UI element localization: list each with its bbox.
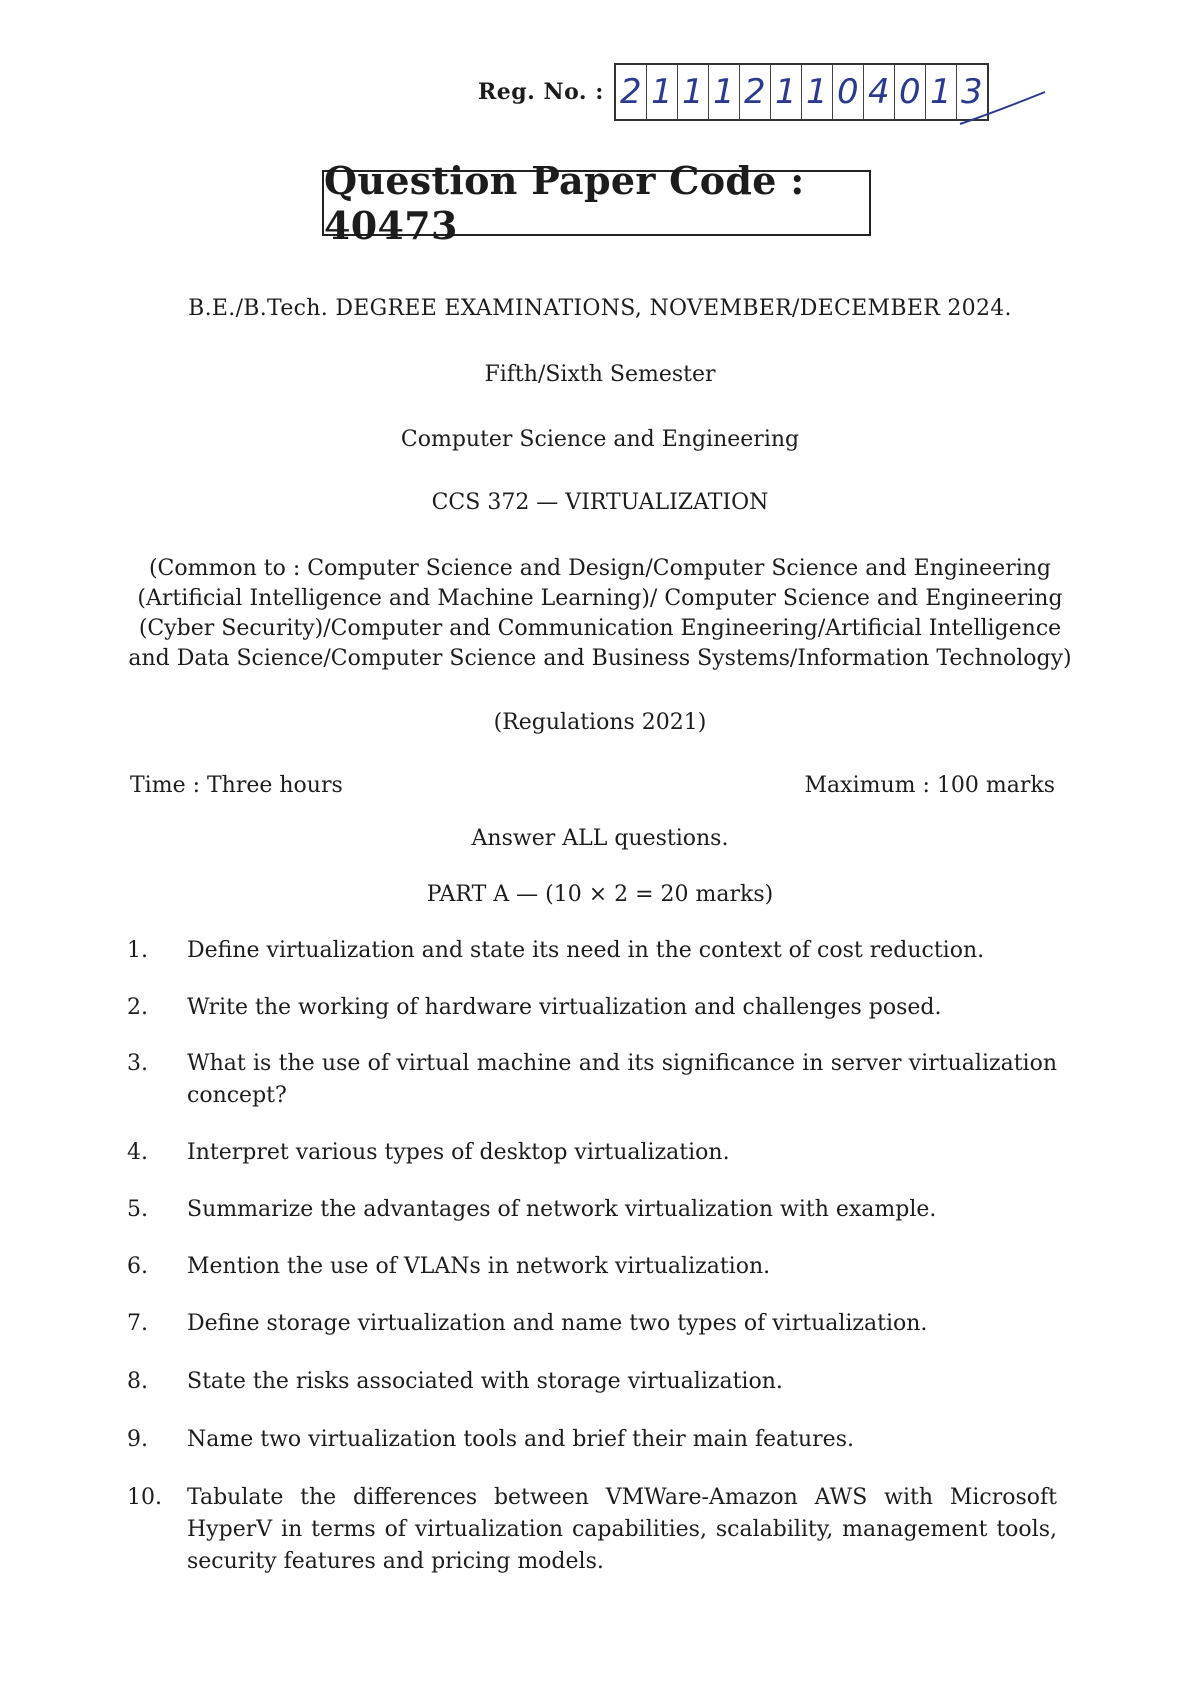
question-item	[127, 1048, 1057, 1112]
question-text: Name two virtualization tools and brief their main features.	[187, 1427, 854, 1452]
common-to-line: and Data Science/Computer Science and Business Systems/Information Technology)	[128, 646, 1072, 671]
question-number: 3.	[127, 1051, 148, 1076]
handwritten-stroke	[650, 62, 1070, 142]
course-title: CCS 372 — VIRTUALIZATION	[431, 490, 769, 515]
question-text: Define virtualization and state its need in the context of cost reduction.	[187, 938, 985, 963]
question-item	[127, 1137, 1057, 1169]
part-a-heading: PART A — (10 × 2 = 20 marks)	[426, 882, 774, 907]
reg-digit: 1	[925, 65, 956, 119]
reg-digit: 0	[894, 65, 925, 119]
time-allowed: Time : Three hours	[130, 773, 343, 798]
reg-digit: 0	[832, 65, 863, 119]
common-to-block	[110, 554, 1090, 674]
question-text: Interpret various types of desktop virtualization.	[187, 1140, 730, 1165]
reg-digit: 1	[677, 65, 708, 119]
question-text: Summarize the advantages of network virtualization with example.	[187, 1197, 937, 1222]
common-to-line: (Common to : Computer Science and Design/Computer Science and Engineering	[148, 556, 1052, 581]
question-text: What is the use of virtual machine and its significance in server virtualization concept?	[187, 1051, 1057, 1108]
reg-digit: 2	[620, 72, 642, 112]
question-item	[127, 1194, 1057, 1226]
question-item	[127, 1308, 1057, 1340]
question-text: Mention the use of VLANs in network virtualization.	[187, 1254, 771, 1279]
reg-digit: 4	[863, 65, 894, 119]
common-to-line: (Artificial Intelligence and Machine Learning)/ Computer Science and Engineering	[137, 586, 1063, 611]
question-number: 6.	[127, 1254, 148, 1279]
reg-digit: 3	[956, 65, 987, 119]
common-to-line: (Cyber Security)/Computer and Communication Engineering/Artificial Intelligence	[138, 616, 1062, 641]
question-number: 8.	[127, 1369, 148, 1394]
question-number: 7.	[127, 1311, 148, 1336]
semester: Fifth/Sixth Semester	[484, 362, 716, 387]
reg-label: Reg. No. :	[478, 79, 604, 105]
question-item	[127, 1251, 1057, 1283]
question-text: Tabulate the differences between VMWare-Amazon AWS with Microsoft HyperV in terms of virtualization capabilities, scalability, management tools, security features and pricing models.	[187, 1485, 1057, 1574]
reg-digit: 1	[646, 65, 677, 119]
regulations: (Regulations 2021)	[493, 710, 707, 735]
question-paper-code: Question Paper Code : 40473	[322, 170, 871, 236]
question-item	[127, 1366, 1057, 1398]
question-text: Define storage virtualization and name two types of virtualization.	[187, 1311, 928, 1336]
reg-digit: 1	[708, 65, 739, 119]
question-item	[127, 935, 1057, 967]
question-number: 5.	[127, 1197, 148, 1222]
question-number: 2.	[127, 995, 148, 1020]
department: Computer Science and Engineering	[400, 427, 800, 452]
question-item	[127, 1482, 1057, 1578]
reg-digit: 1	[801, 65, 832, 119]
question-number: 1.	[127, 938, 148, 963]
question-item	[127, 992, 1057, 1024]
question-number: 4.	[127, 1140, 148, 1165]
exam-title: B.E./B.Tech. DEGREE EXAMINATIONS, NOVEMBER/DECEMBER 2024.	[188, 296, 1012, 321]
question-item	[127, 1424, 1057, 1456]
question-number: 9.	[127, 1427, 148, 1452]
instruction: Answer ALL questions.	[471, 826, 729, 851]
maximum-marks: Maximum : 100 marks	[804, 773, 1055, 798]
reg-digit: 1	[770, 65, 801, 119]
reg-digit: 2	[739, 65, 770, 119]
question-number: 10.	[127, 1485, 162, 1510]
question-text: Write the working of hardware virtualization and challenges posed.	[187, 995, 942, 1020]
question-text: State the risks associated with storage virtualization.	[187, 1369, 783, 1394]
